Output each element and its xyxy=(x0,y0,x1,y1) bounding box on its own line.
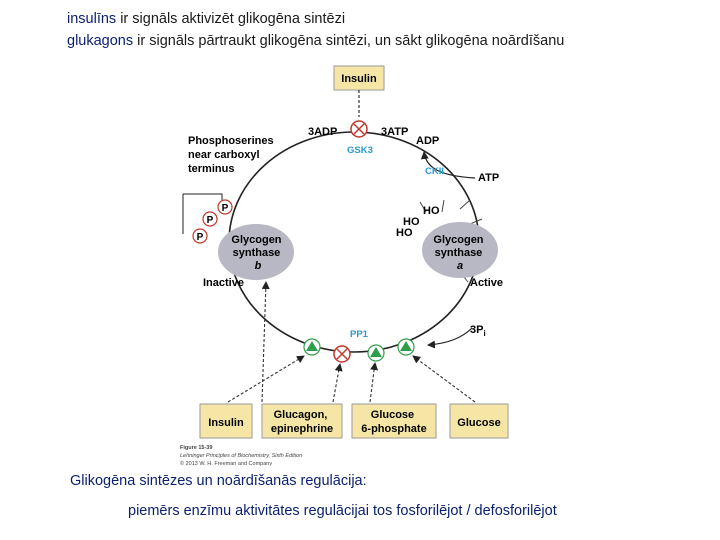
caption-title: Glikogēna sintēzes un noārdīšanās regulācija: xyxy=(70,473,367,489)
phosphoserine-bracket xyxy=(183,194,222,234)
box-glucagon-label: Glucagon, epinephrine xyxy=(270,409,334,435)
term-insulin: insulīns xyxy=(67,11,117,27)
hydroxyl-label: HO xyxy=(403,216,420,228)
caption-subtitle: piemērs enzīmu aktivitātes regulācijai tos fosforilējot / defosforilējot xyxy=(128,503,557,519)
phosphate-label: P xyxy=(206,215,214,226)
hydroxyl-label: HO xyxy=(396,227,413,239)
regulator-arrows xyxy=(228,282,475,402)
phosphate-label: P xyxy=(196,232,204,243)
header-line-glucagon xyxy=(67,33,564,49)
term-glucagon: glukagons xyxy=(67,33,134,49)
adp-ckii-label: ADP xyxy=(416,135,440,147)
pi-release-arrow xyxy=(428,328,472,345)
box-glucose-label: Glucose xyxy=(457,417,501,429)
pi-label: $3P_i$ xyxy=(470,324,486,338)
atp-ckii-label: ATP xyxy=(478,172,500,184)
phosphoserines-label: Phosphoserines near carboxyl terminus xyxy=(188,135,274,175)
header-line-insulin xyxy=(67,11,345,27)
box-insulin-label: Insulin xyxy=(208,417,244,429)
adp-left-label: 3ADP xyxy=(308,126,338,138)
pp1-label: PP1 xyxy=(350,329,368,340)
inactive-label: Inactive xyxy=(203,277,244,289)
glycogen-synthase-a-label: Glycogen synthase a xyxy=(433,234,484,272)
box-glucose-6-phosphate-label: Glucose 6-phosphate xyxy=(361,409,427,435)
header-line-insulin-text: ir signāls aktivizēt glikogēna sintēzi xyxy=(116,11,346,27)
insulin-top-label: Insulin xyxy=(341,73,377,85)
glycogen-synthase-b-label: Glycogen synthase b xyxy=(231,234,282,272)
active-label: Active xyxy=(470,277,504,289)
gsk3-label: GSK3 xyxy=(347,145,373,156)
ckii-label: CKII xyxy=(425,166,444,177)
hydroxyl-label: HO xyxy=(423,205,440,217)
figure-credit: Figure 15-39 Lehninger Principles of Biochemistry, Sixth Edition © 2013 W. H. Freeman and Company xyxy=(180,445,303,467)
glycogen-synthase-regulation-diagram xyxy=(170,64,530,474)
phosphate-label: P xyxy=(221,203,229,214)
header-line-glucagon-text: ir signāls pārtraukt glikogēna sintēzi, un sākt glikogēna noārdīšanu xyxy=(133,33,565,49)
atp-right-label: 3ATP xyxy=(381,126,409,138)
